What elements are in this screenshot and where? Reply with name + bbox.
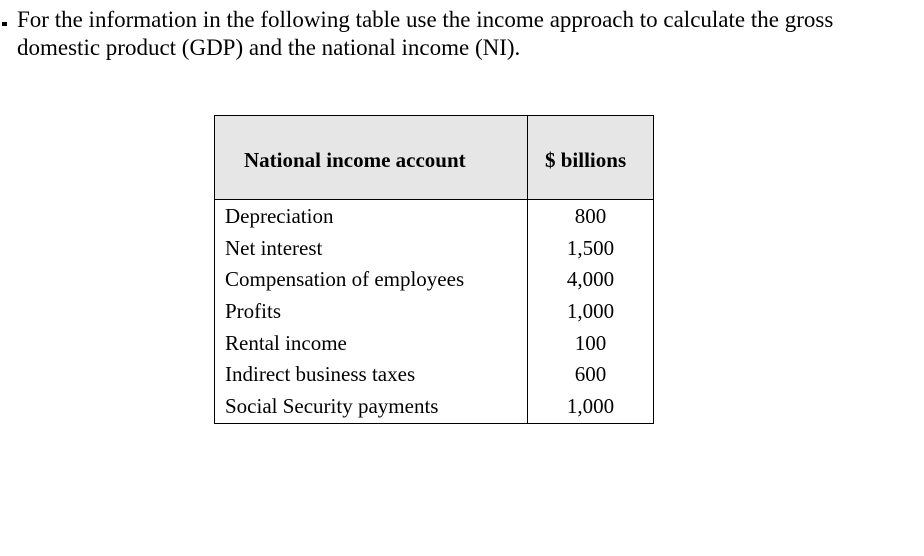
question-line-1: For the information in the following table use the income approach to calculate the gross (17, 7, 834, 32)
account-cell: Rental income (225, 330, 347, 355)
table-body (215, 202, 653, 424)
table-row (215, 329, 653, 361)
list-bullet (2, 22, 7, 26)
value-cell: 800 (574, 204, 607, 228)
table-row (215, 392, 653, 424)
header-value: $ billions (545, 148, 627, 172)
value-cell: 100 (574, 330, 607, 355)
table-header (215, 116, 653, 200)
account-cell: Depreciation (225, 204, 334, 228)
question-line-2: domestic product (GDP) and the national income (NI). (17, 35, 521, 60)
account-cell: Profits (225, 299, 282, 324)
value-cell: 1,000 (566, 394, 615, 419)
income-table (214, 115, 654, 424)
account-cell: Social Security payments (225, 394, 439, 419)
table-row (215, 265, 653, 297)
table-row (215, 297, 653, 329)
value-cell: 1,500 (566, 235, 615, 260)
value-cell: 1,000 (566, 299, 615, 324)
account-cell: Net interest (225, 235, 323, 260)
table-row (215, 202, 653, 234)
table-row (215, 234, 653, 266)
value-cell: 600 (574, 362, 607, 387)
header-account: National income account (244, 148, 466, 172)
account-cell: Compensation of employees (225, 267, 465, 292)
question-text (17, 6, 917, 62)
table-row (215, 360, 653, 392)
value-cell: 4,000 (566, 267, 615, 292)
account-cell: Indirect business taxes (225, 362, 416, 387)
